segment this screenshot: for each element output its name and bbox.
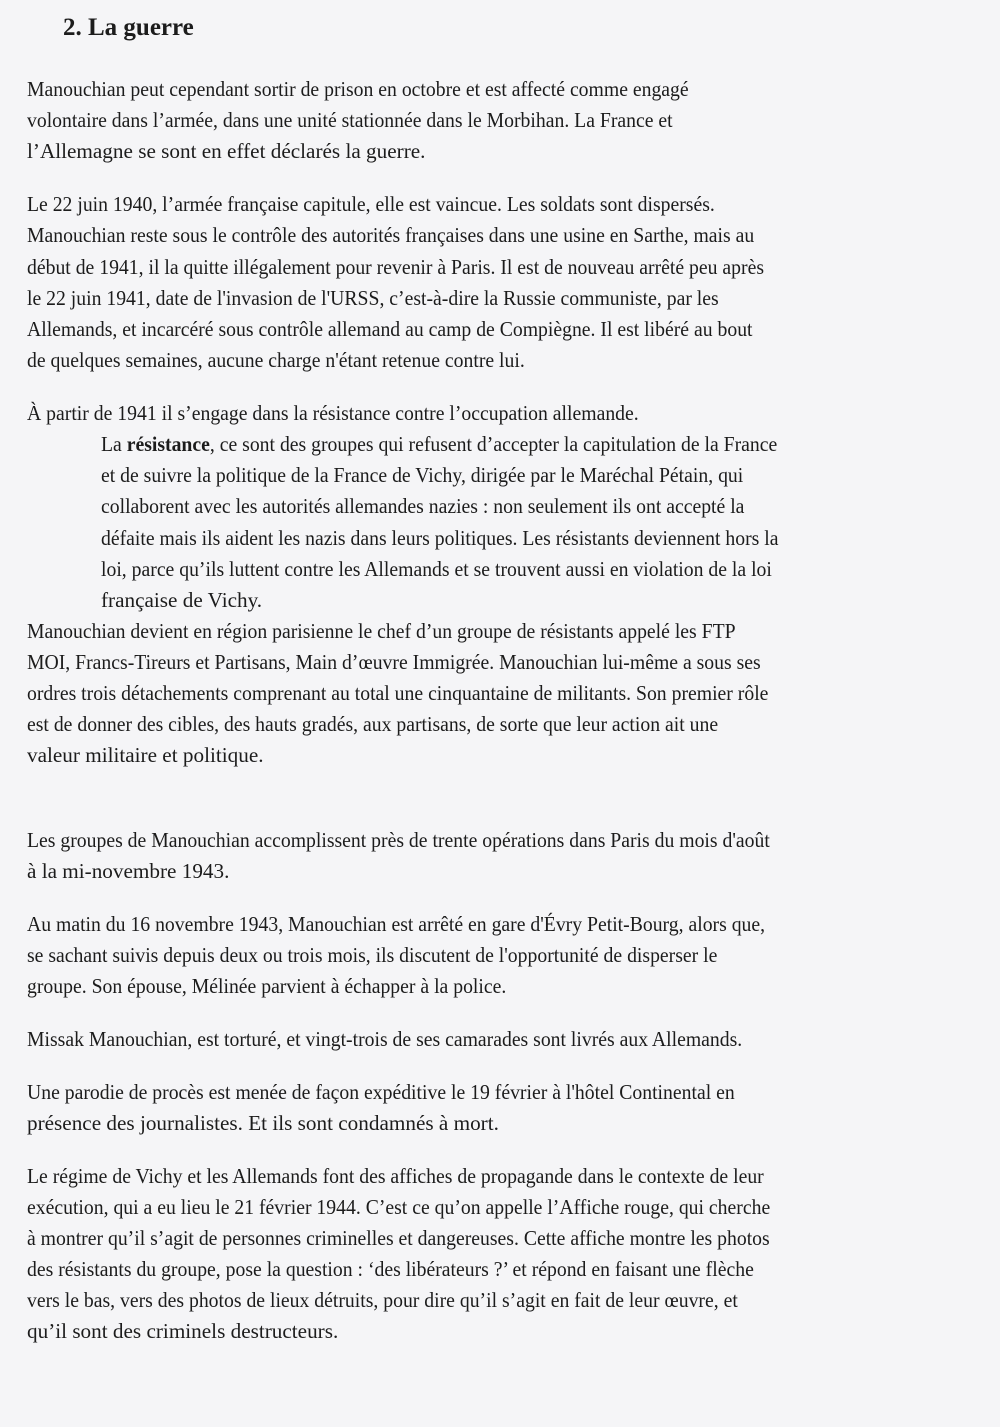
paragraph-line: le 22 juin 1941, date de l'invasion de l'URSS, c’est-à-dire la Russie communiste, par les (27, 286, 719, 310)
definition-first-line (101, 432, 777, 456)
paragraph-line: Au matin du 16 novembre 1943, Manouchian est arrêté en gare d'Évry Petit-Bourg, alors que, (27, 912, 766, 936)
paragraph-line: Manouchian peut cependant sortir de prison en octobre et est affecté comme engagé (27, 77, 689, 101)
paragraph-line: Missak Manouchian, est torturé, et vingt-trois de ses camarades sont livrés aux Allemands. (27, 1027, 743, 1051)
paragraph-line: Le 22 juin 1940, l’armée française capitule, elle est vaincue. Les soldats sont dispersés. (27, 192, 715, 216)
paragraph-line: Une parodie de procès est menée de façon expéditive le 19 février à l'hôtel Continental en (27, 1080, 735, 1104)
definition-line: loi, parce qu’ils luttent contre les Allemands et se trouvent aussi en violation de la loi (101, 557, 772, 581)
paragraph-line: Les groupes de Manouchian accomplissent près de trente opérations dans Paris du mois d'août (27, 828, 770, 852)
definition-line: collaborent avec les autorités allemandes nazies : non seulement ils ont accepté la (101, 494, 745, 518)
paragraph-line: de quelques semaines, aucune charge n'étant retenue contre lui. (27, 348, 525, 372)
definition-rest: , ce sont des groupes qui refusent d’accepter la capitulation de la France (209, 432, 778, 456)
paragraph-line: exécution, qui a eu lieu le 21 février 1944. C’est ce qu’on appelle l’Affiche rouge, qui cherche (27, 1195, 771, 1219)
paragraph-line: Allemands, et incarcéré sous contrôle allemand au camp de Compiègne. Il est libéré au bout (27, 317, 753, 341)
paragraph-line: à la mi-novembre 1943. (27, 859, 230, 883)
section-heading: 2. La guerre (63, 14, 194, 41)
paragraph-line: volontaire dans l’armée, dans une unité stationnée dans le Morbihan. La France et (27, 108, 673, 132)
definition-line: défaite mais ils aident les nazis dans leurs politiques. Les résistants deviennent hors la (101, 526, 779, 550)
definition-term: résistance (126, 432, 210, 456)
paragraph-line: Le régime de Vichy et les Allemands font des affiches de propagande dans le contexte de leur (27, 1164, 764, 1188)
paragraph-line: début de 1941, il la quitte illégalement pour revenir à Paris. Il est de nouveau arrêté peu après (27, 255, 765, 279)
paragraph-line: Manouchian reste sous le contrôle des autorités françaises dans une usine en Sarthe, mais au (27, 223, 755, 247)
paragraph-line: des résistants du groupe, pose la question : ‘des libérateurs ?’ et répond en faisant une flèche (27, 1257, 754, 1281)
paragraph-line: Manouchian devient en région parisienne le chef d’un groupe de résistants appelé les FTP (27, 619, 736, 643)
paragraph-line: À partir de 1941 il s’engage dans la résistance contre l’occupation allemande. (27, 401, 639, 425)
paragraph-line: MOI, Francs-Tireurs et Partisans, Main d’œuvre Immigrée. Manouchian lui-même a sous ses (27, 650, 761, 674)
paragraph-line: vers le bas, vers des photos de lieux détruits, pour dire qu’il s’agit en fait de leur œuvre, et (27, 1288, 738, 1312)
paragraph-line: groupe. Son épouse, Mélinée parvient à échapper à la police. (27, 974, 507, 998)
paragraph-line: qu’il sont des criminels destructeurs. (27, 1319, 339, 1343)
definition-line: et de suivre la politique de la France de Vichy, dirigée par le Maréchal Pétain, qui (101, 463, 744, 487)
paragraph-line: se sachant suivis depuis deux ou trois mois, ils discutent de l'opportunité de disperser le (27, 943, 718, 967)
paragraph-line: valeur militaire et politique. (27, 743, 264, 767)
paragraph-line: l’Allemagne se sont en effet déclarés la guerre. (27, 139, 426, 163)
paragraph-line: présence des journalistes. Et ils sont condamnés à mort. (27, 1111, 499, 1135)
paragraph-line: ordres trois détachements comprenant au total une cinquantaine de militants. Son premier rôle (27, 681, 769, 705)
definition-line: française de Vichy. (101, 588, 263, 612)
paragraph-line: est de donner des cibles, des hauts gradés, aux partisans, de sorte que leur action ait une (27, 712, 719, 736)
definition-prefix: La (101, 432, 127, 456)
paragraph-line: à montrer qu’il s’agit de personnes criminelles et dangereuses. Cette affiche montre les photos (27, 1226, 770, 1250)
